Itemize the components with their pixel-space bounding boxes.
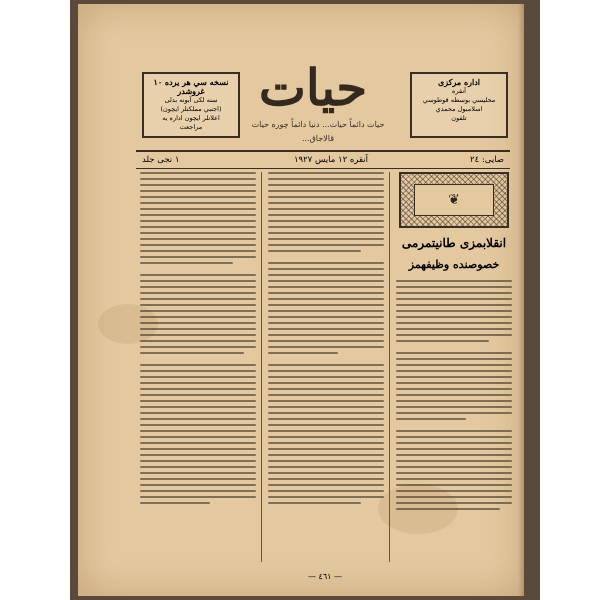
info-box-line: سنه لكى آبونه بدلى [164, 96, 218, 104]
article-heading-line-1: انقلابمزى طانيتمرمى [401, 236, 507, 250]
page-fold-shadow [518, 4, 524, 596]
newspaper-title: حيات [258, 58, 368, 117]
volume-number: ۱ نجى جلد [142, 155, 180, 165]
ornament-flourish-icon: ❦ [448, 192, 460, 208]
column-body-text [140, 172, 256, 504]
info-box-line: محليسي بوسطه قوطوسي [422, 96, 496, 104]
ornament-cartouche [414, 184, 494, 216]
info-box-line: آنقره [452, 87, 466, 95]
text-column-3 [140, 172, 256, 562]
page-number: — ٤٦١ — [308, 572, 342, 581]
issue-date-strip [136, 150, 510, 169]
ornamental-header [399, 172, 509, 228]
info-box-line: (اجنبي مملكتلر ايچون) [160, 105, 222, 113]
info-box-heading: نسخه سي هر يرده ۱۰ غروشدر [153, 77, 229, 96]
column-divider [261, 172, 262, 562]
column-divider [389, 172, 390, 562]
info-box-line: اعلانلر ايچون اداره يه مراجعت [162, 114, 220, 131]
newspaper-motto: حيات دائماً حيات... دنيا دائماً چوره حيات قالاجاق... [251, 120, 385, 143]
text-column-1 [396, 172, 512, 562]
masthead-info-box-left [142, 72, 240, 138]
column-body-text [268, 172, 384, 504]
masthead-info-box-right [410, 72, 508, 138]
issue-number: صايى: ۲٤ [470, 155, 504, 165]
article-heading-line-2: خصوصنده وظيفهمز [408, 258, 500, 271]
info-box-line: اسلامبول محمدي [435, 105, 483, 113]
info-box-heading: اداره مركزى [437, 77, 481, 87]
info-box-line: تلفون [451, 114, 467, 122]
text-column-2 [268, 172, 384, 562]
article-body-text [396, 280, 512, 510]
issue-date: آنقره ۱۲ مايس ۱۹۲۷ [293, 155, 369, 165]
